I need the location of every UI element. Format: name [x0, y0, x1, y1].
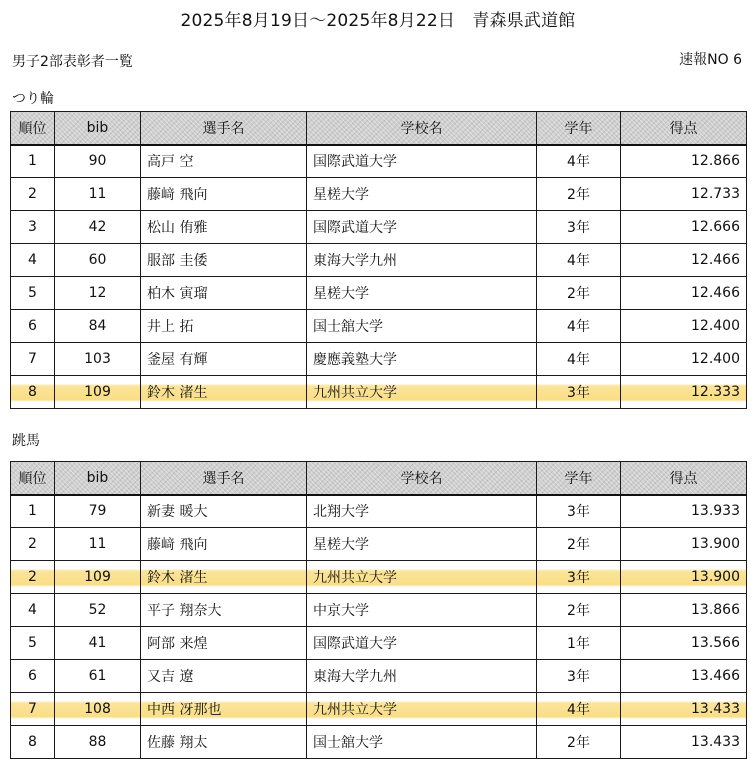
column-header-school: 学校名	[307, 112, 537, 145]
column-header-rank: 順位	[11, 462, 55, 495]
cell-athlete-name: 釜屋 有輝	[141, 343, 307, 376]
column-header-bib: bib	[55, 462, 141, 495]
cell-athlete-name: 鈴木 渚生	[141, 376, 307, 409]
cell-grade: 4年	[537, 310, 621, 343]
cell-school: 中京大学	[307, 594, 537, 627]
cell-score: 13.900	[621, 561, 747, 594]
cell-rank: 2	[11, 528, 55, 561]
cell-athlete-name: 井上 拓	[141, 310, 307, 343]
cell-school: 東海大学九州	[307, 660, 537, 693]
cell-grade: 4年	[537, 343, 621, 376]
table-row	[11, 145, 747, 178]
cell-bib: 41	[55, 627, 141, 660]
table-row	[11, 211, 747, 244]
cell-rank: 5	[11, 277, 55, 310]
table-row-highlighted	[11, 693, 747, 726]
cell-score: 12.466	[621, 244, 747, 277]
cell-athlete-name: 藤﨑 飛向	[141, 178, 307, 211]
cell-school: 国際武道大学	[307, 627, 537, 660]
table-row	[11, 343, 747, 376]
cell-grade: 3年	[537, 660, 621, 693]
table-row	[11, 627, 747, 660]
cell-score: 12.666	[621, 211, 747, 244]
cell-rank: 7	[11, 343, 55, 376]
event-label-rings: つり輪	[12, 91, 54, 107]
cell-score: 13.900	[621, 528, 747, 561]
cell-athlete-name: 柏木 寅瑠	[141, 277, 307, 310]
cell-grade: 2年	[537, 277, 621, 310]
cell-school: 星槎大学	[307, 178, 537, 211]
cell-rank: 5	[11, 627, 55, 660]
table-row	[11, 726, 747, 759]
cell-bib: 60	[55, 244, 141, 277]
cell-bib: 11	[55, 178, 141, 211]
cell-grade: 4年	[537, 244, 621, 277]
cell-bib: 90	[55, 145, 141, 178]
cell-rank: 3	[11, 211, 55, 244]
column-header-score: 得点	[621, 462, 747, 495]
cell-bib: 84	[55, 310, 141, 343]
document-subtitle: 男子2部表彰者一覧	[12, 54, 133, 70]
cell-athlete-name: 又吉 遼	[141, 660, 307, 693]
table-row	[11, 277, 747, 310]
cell-school: 国際武道大学	[307, 145, 537, 178]
cell-grade: 2年	[537, 726, 621, 759]
cell-rank: 4	[11, 594, 55, 627]
cell-athlete-name: 松山 侑雅	[141, 211, 307, 244]
cell-school: 国際武道大学	[307, 211, 537, 244]
cell-school: 九州共立大学	[307, 561, 537, 594]
table-row	[11, 178, 747, 211]
cell-school: 東海大学九州	[307, 244, 537, 277]
cell-bib: 109	[55, 561, 141, 594]
cell-bib: 108	[55, 693, 141, 726]
results-table-rings	[10, 111, 747, 409]
bulletin-number: 速報NO 6	[679, 52, 742, 68]
column-header-grade: 学年	[537, 462, 621, 495]
column-header-score: 得点	[621, 112, 747, 145]
cell-athlete-name: 藤﨑 飛向	[141, 528, 307, 561]
cell-rank: 6	[11, 660, 55, 693]
cell-bib: 52	[55, 594, 141, 627]
cell-grade: 3年	[537, 495, 621, 528]
cell-bib: 88	[55, 726, 141, 759]
cell-rank: 1	[11, 145, 55, 178]
column-header-bib: bib	[55, 112, 141, 145]
cell-rank: 2	[11, 178, 55, 211]
column-header-school: 学校名	[307, 462, 537, 495]
cell-school: 星槎大学	[307, 277, 537, 310]
cell-athlete-name: 佐藤 翔太	[141, 726, 307, 759]
cell-athlete-name: 服部 圭倭	[141, 244, 307, 277]
table-row	[11, 594, 747, 627]
cell-grade: 3年	[537, 561, 621, 594]
cell-bib: 61	[55, 660, 141, 693]
column-header-name: 選手名	[141, 462, 307, 495]
cell-grade: 4年	[537, 693, 621, 726]
cell-score: 13.433	[621, 693, 747, 726]
cell-score: 13.866	[621, 594, 747, 627]
cell-rank: 4	[11, 244, 55, 277]
cell-bib: 42	[55, 211, 141, 244]
table-header-row	[11, 462, 747, 495]
cell-bib: 11	[55, 528, 141, 561]
cell-score: 13.433	[621, 726, 747, 759]
table-row	[11, 310, 747, 343]
cell-rank: 8	[11, 726, 55, 759]
cell-school: 国士舘大学	[307, 310, 537, 343]
cell-score: 13.566	[621, 627, 747, 660]
cell-score: 12.866	[621, 145, 747, 178]
cell-rank: 1	[11, 495, 55, 528]
cell-bib: 103	[55, 343, 141, 376]
table-header-row	[11, 112, 747, 145]
cell-grade: 1年	[537, 627, 621, 660]
cell-score: 13.933	[621, 495, 747, 528]
cell-rank: 2	[11, 561, 55, 594]
table-row	[11, 495, 747, 528]
cell-grade: 2年	[537, 178, 621, 211]
cell-athlete-name: 高戸 空	[141, 145, 307, 178]
cell-score: 13.466	[621, 660, 747, 693]
cell-rank: 8	[11, 376, 55, 409]
cell-school: 北翔大学	[307, 495, 537, 528]
cell-score: 12.400	[621, 343, 747, 376]
event-label-vault: 跳馬	[12, 433, 40, 449]
cell-school: 九州共立大学	[307, 693, 537, 726]
results-table-vault	[10, 461, 747, 759]
column-header-grade: 学年	[537, 112, 621, 145]
document-title: 2025年8月19日～2025年8月22日 青森県武道館	[180, 11, 576, 31]
cell-athlete-name: 新妻 暖大	[141, 495, 307, 528]
cell-score: 12.466	[621, 277, 747, 310]
table-row-highlighted	[11, 561, 747, 594]
table-body	[11, 495, 747, 759]
cell-rank: 7	[11, 693, 55, 726]
cell-grade: 3年	[537, 211, 621, 244]
cell-grade: 2年	[537, 528, 621, 561]
column-header-rank: 順位	[11, 112, 55, 145]
table-row	[11, 528, 747, 561]
cell-school: 国士舘大学	[307, 726, 537, 759]
cell-rank: 6	[11, 310, 55, 343]
cell-bib: 79	[55, 495, 141, 528]
table-body	[11, 145, 747, 409]
cell-athlete-name: 平子 翔奈大	[141, 594, 307, 627]
table-row	[11, 244, 747, 277]
table-row	[11, 660, 747, 693]
cell-athlete-name: 鈴木 渚生	[141, 561, 307, 594]
cell-grade: 4年	[537, 145, 621, 178]
column-header-name: 選手名	[141, 112, 307, 145]
table-row-highlighted	[11, 376, 747, 409]
cell-score: 12.333	[621, 376, 747, 409]
cell-grade: 3年	[537, 376, 621, 409]
cell-grade: 2年	[537, 594, 621, 627]
cell-school: 九州共立大学	[307, 376, 537, 409]
cell-school: 星槎大学	[307, 528, 537, 561]
cell-score: 12.733	[621, 178, 747, 211]
cell-bib: 109	[55, 376, 141, 409]
cell-athlete-name: 中西 冴那也	[141, 693, 307, 726]
cell-score: 12.400	[621, 310, 747, 343]
cell-school: 慶應義塾大学	[307, 343, 537, 376]
cell-bib: 12	[55, 277, 141, 310]
cell-athlete-name: 阿部 来煌	[141, 627, 307, 660]
